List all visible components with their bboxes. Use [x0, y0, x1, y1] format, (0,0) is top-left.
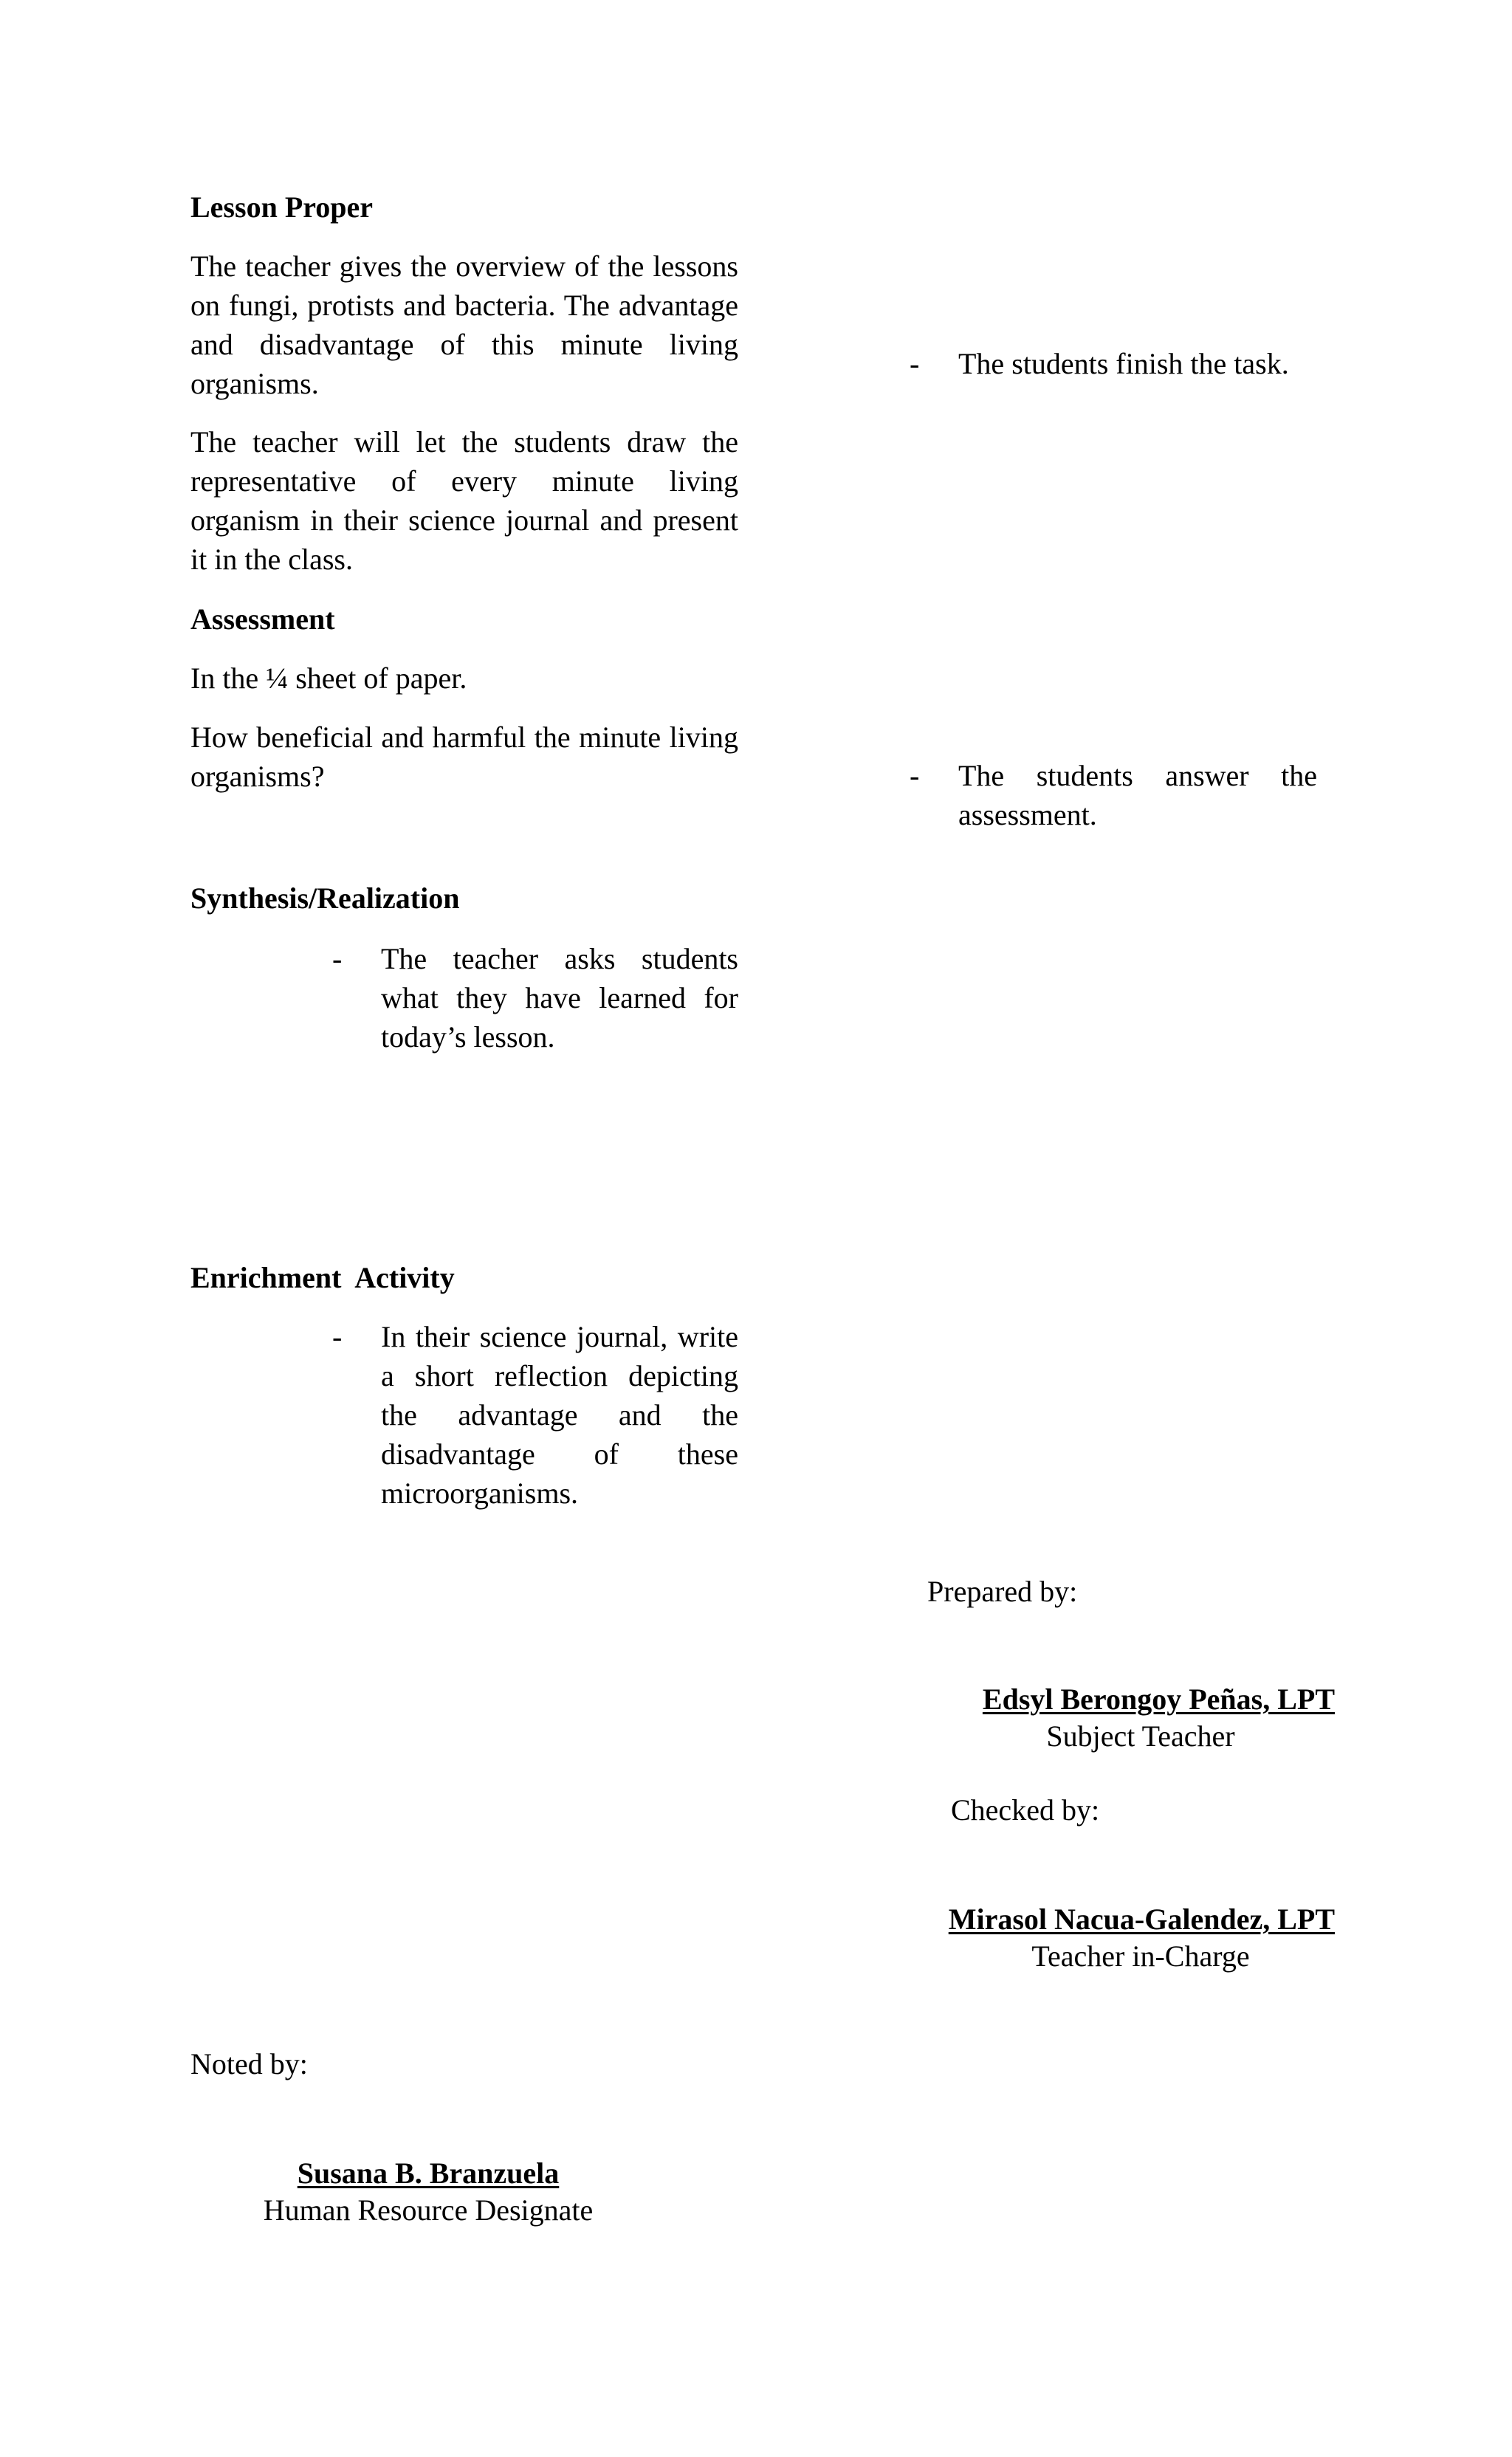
bullet-dash: - [332, 942, 343, 975]
lesson-proper-heading: Lesson Proper [190, 190, 374, 224]
bullet-dash: - [332, 1320, 343, 1353]
prepared-by-label: Prepared by: [927, 1575, 1078, 1608]
assessment-instruction: In the ¼ sheet of paper. [190, 662, 467, 695]
noted-role: Human Resource Designate [263, 2193, 594, 2227]
enrichment-heading: Enrichment Activity [190, 1261, 455, 1294]
checked-name: Mirasol Nacua-Galendez, LPT [948, 1903, 1335, 1936]
synthesis-item [332, 939, 738, 1056]
synthesis-text: The teacher asks students what they have learned for today’s lesson. [381, 942, 738, 1054]
synthesis-heading: Synthesis/Realization [190, 882, 460, 915]
enrichment-item [332, 1317, 738, 1513]
checked-role: Teacher in-Charge [1031, 1939, 1250, 1973]
enrichment-text: In their science journal, write a short reflection depicting the advantage and the disadvantage of these microorganisms. [381, 1320, 738, 1510]
assessment-heading: Assessment [190, 602, 335, 636]
prepared-role: Subject Teacher [1046, 1719, 1235, 1753]
bullet-dash: - [910, 347, 920, 380]
prepared-signature [921, 1682, 1335, 1717]
student-response-text: The students answer the assessment. [958, 759, 1317, 831]
checked-by-label: Checked by: [951, 1793, 1100, 1827]
noted-by-label: Noted by: [190, 2047, 308, 2080]
noted-name: Susana B. Branzuela [297, 2157, 560, 2190]
student-response-text: The students finish the task. [958, 347, 1289, 380]
lesson-proper-student-response [910, 344, 1317, 383]
assessment-student-response [910, 756, 1317, 834]
noted-signature [244, 2156, 613, 2191]
checked-signature [886, 1902, 1335, 1937]
lesson-proper-paragraph-1: The teacher gives the overview of the lessons on fungi, protists and bacteria. The advantage and disadvantage of this minute living organisms. [190, 250, 738, 400]
prepared-name: Edsyl Berongoy Peñas, LPT [982, 1683, 1335, 1716]
lesson-proper-paragraph-2: The teacher will let the students draw the representative of every minute living organism in their science journal and present it in the class. [190, 425, 738, 576]
assessment-question: How beneficial and harmful the minute living organisms? [190, 721, 738, 793]
bullet-dash: - [910, 759, 920, 792]
